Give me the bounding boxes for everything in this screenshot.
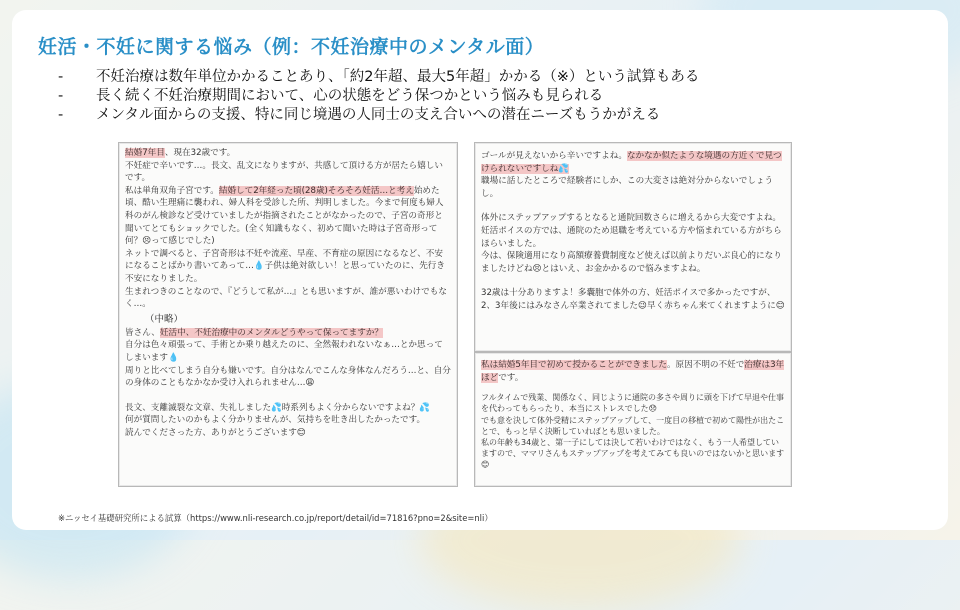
- highlight-text: 治療は3年ほど: [481, 360, 785, 383]
- post-screenshot-left: [118, 142, 458, 487]
- post-paragraph: [481, 150, 785, 200]
- slide-title: 妊活・不妊に関する悩み（例：不妊治療中のメンタル面）: [38, 36, 545, 58]
- post-text: 職場に話したところで経験者にしか、この大変さは絶対分からないでしょうし。: [481, 176, 774, 199]
- post-text: 読んでくださった方、ありがとうございます😊: [125, 427, 306, 438]
- post-text: 何が質問したいのかもよく分かりませんが、気持ちを吐き出したかったです。: [125, 415, 426, 426]
- post-text: 周りと比べてしまう自分も嫌いです。自分はなんでこんな身体なんだろう…と、自分の身体のこともなかなか受け入れられません…😩: [125, 365, 451, 389]
- bullet-list: [58, 68, 699, 125]
- bullet-marker: -: [58, 88, 64, 104]
- post-paragraph: [125, 402, 451, 440]
- post-paragraph: [481, 287, 785, 312]
- footnote: ※ニッセイ基礎研究所による試算（https://www.nli-research.co.jp/report/detail/id=71816?pno=2&site=nli）: [58, 513, 493, 523]
- post-text: フルタイムで残業、関係なく、同じように通院の多さや周りに頭を下げて早退や仕事を代わってもらったり、本当にストレスでした😞: [481, 393, 785, 414]
- post-paragraph: [481, 392, 785, 470]
- post-paragraph: [481, 359, 785, 384]
- post-paragraph: [125, 147, 451, 311]
- post-screenshot-right-bottom: [474, 352, 792, 487]
- slide: [12, 10, 948, 530]
- bullet-item: [58, 87, 699, 106]
- bullet-marker: -: [58, 69, 64, 85]
- highlight-text: なかなか似たような境遇の方近くで見つけられないですしね💦: [481, 151, 782, 174]
- omission-label: （中略）: [145, 313, 184, 325]
- post-text: 生まれつきのことなので、『どうして私が…』とも思いますが、誰が悪いわけでもなく…。: [125, 286, 447, 310]
- post-text: 体外にステップアップするとなると通院回数さらに増えるから大変ですよね。妊活ポイスの方では、通院のため退職を考えている方や悩まれている方がちらほらいました。: [481, 213, 782, 249]
- post-text: 、現在32歳です。: [164, 148, 236, 158]
- post-text: 私の年齢も34歳と、第一子にしては決して若いわけではなく、もう一人希望していますので、ママリさんもステップアップを考えてみても良いのではないかと思います😊: [481, 438, 785, 470]
- post-text: 私は単角双角子宮です。: [125, 185, 219, 196]
- bullet-item: [58, 106, 699, 125]
- post-text: 始めた頃、酷い生理痛に襲われ、婦人科を受診した所、判明しました。今まで何度も婦人科のがん検診など受けていましたが指摘されたことがなかったので、子宮の奇形と聞いてとてもショックでした。(全く知識もなく、初めて聞いた時は子宮奇形って何？😣って感じでした): [125, 185, 444, 247]
- bullet-text: メンタル面からの支援、特に同じ境遇の人同士の支え合いへの潜在ニーズもうかがえる: [96, 107, 661, 123]
- post-text: 32歳は十分ありますよ！多囊胞で体外の方、妊活ポイスで多かったですが、2、3年後にはみなさん卒業されてました😉早く赤ちゃん来てくれますように😊: [481, 288, 785, 311]
- bullet-text: 長く続く不妊治療期間において、心の状態をどう保つかという悩みも見られる: [96, 88, 604, 104]
- bullet-item: [58, 68, 699, 87]
- post-paragraph: [481, 212, 785, 275]
- bullet-text: 不妊治療は数年単位かかることあり、「約2年超、最大5年超」かかる（※）という試算もある: [96, 69, 700, 85]
- post-text: ネットで調べると、子宮奇形は不妊や流産、早産、不育症の原因になるなど、不安になることばかり書いてあって…💧子供は絶対欲しい！と思っていたのに、先行き不安になりました。: [125, 248, 445, 284]
- post-text: 長文、支離滅裂な文章、失礼しました💦時系列もよく分からないですよね？💦: [125, 402, 430, 413]
- highlight-text: 私は結婚5年目で初めて授かることができました: [481, 360, 667, 370]
- highlight-text: 妊活中、不妊治療中のメンタルどうやって保ってますか？: [159, 327, 384, 338]
- post-text: ゴールが見えないから辛いですよね。: [481, 151, 627, 161]
- post-text: 。原因不明の不妊で: [666, 360, 745, 370]
- post-text: 自分は色々頑張って、手術とか乗り越えたのに、全然報われないなぁ…とか思ってしまいます💧: [125, 340, 443, 363]
- post-text: 皆さん、: [125, 327, 160, 338]
- post-screenshot-right-top: [474, 142, 792, 352]
- post-text: 今は、保険適用になり高額療養費制度など使えば以前よりだいぶ良心的になりましたけどね😣とはいえ、お金かかるので悩みますよね。: [481, 251, 782, 274]
- highlight-text: 結婚して2年経った頃(28歳)そろそろ妊活…と考え: [218, 185, 414, 196]
- post-text: です。: [498, 372, 524, 383]
- post-paragraph: [125, 327, 451, 390]
- highlight-text: 結婚7年目: [125, 148, 165, 158]
- bullet-marker: -: [58, 107, 64, 123]
- post-text: でも意を決して体外受精にステップアップして、一度目の移植で初めて陽性が出たことで、もっと早く決断していればとも思いました。: [481, 415, 785, 436]
- post-text: 不妊症で辛いです…。長文、乱文になりますが、共感して頂ける方が居たら嬉しいです。: [125, 160, 443, 184]
